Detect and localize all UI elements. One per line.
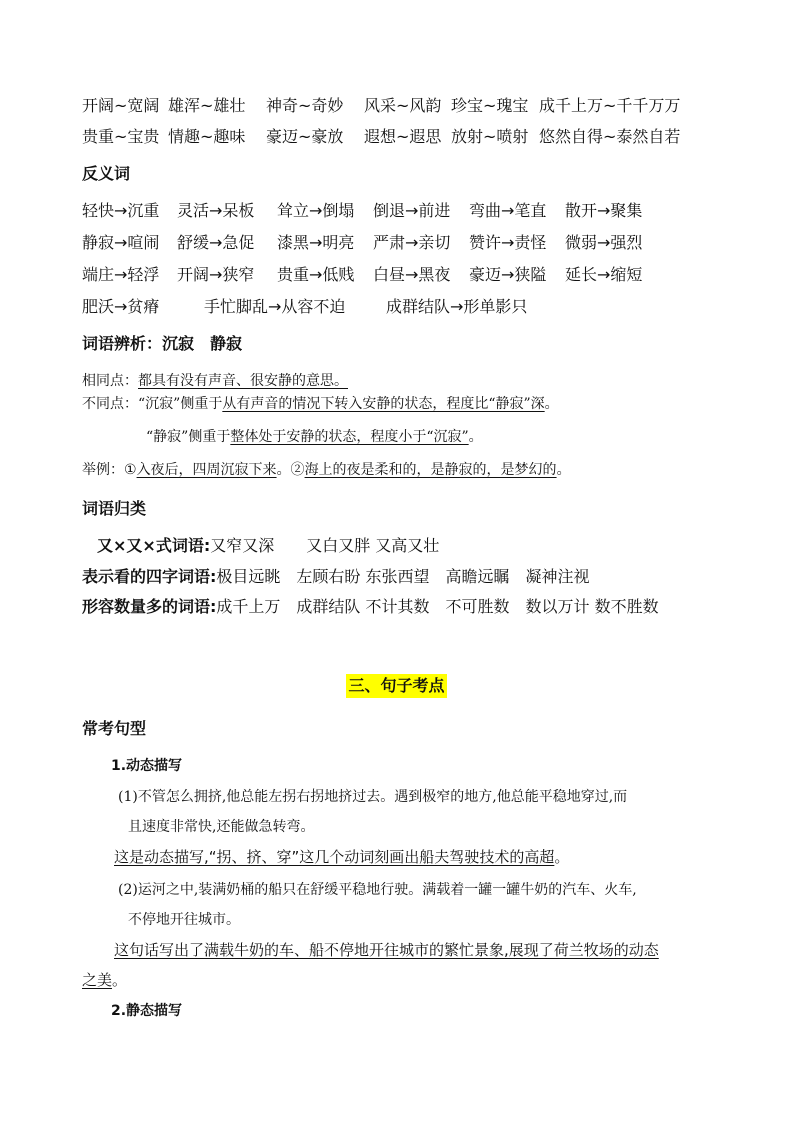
note-underlined: 之美 [82,971,113,989]
example-2: 海上的夜是柔和的，是静寂的，是梦幻的 [304,462,557,478]
classify-row-1 [97,535,439,557]
sentence-2-note-line-2 [82,969,127,991]
analysis-same [82,370,348,392]
sentence-1-line-1: (1)不管怎么拥挤,他总能左拐右拐地挤过去。遇到极窄的地方,他总能平稳地穿过,而 [118,789,628,805]
synonym-row-1 [82,95,680,117]
word-pair: 成群结队→形单影只 [386,297,528,316]
classify-heading: 词语归类 [82,499,147,518]
word-pair: 灵活→呆板 [177,201,255,220]
word-pair: 严肃→亲切 [373,233,451,252]
dynamic-heading: 1.动态描写 [111,758,183,774]
word-pair: 延长→缩短 [565,265,643,284]
diff-a-pre: “沉寂”侧重于 [138,396,223,412]
word-pair: 耸立→倒塌 [277,201,355,220]
word-pair: 手忙脚乱→从容不迫 [204,297,346,316]
word-pair: 放射~喷射 [451,127,529,146]
word-pair: 微弱→强烈 [565,233,643,252]
word-pair: 弯曲→笔直 [469,201,547,220]
word-pair: 散开→聚集 [565,201,643,220]
note-end: 。 [112,971,128,989]
diff-a-post: 。 [544,396,559,412]
classify-label: 表示看的四字词语: [82,567,217,586]
example-1: 入夜后，四周沉寂下来 [136,462,277,478]
analysis-example [82,459,571,481]
word-pair: 开阔~宽阔 [82,96,160,115]
word-pair: 遐想~遐思 [364,127,442,146]
same-text: 都具有没有声音、很安静的意思。 [138,373,348,389]
note-end: 。 [554,848,570,866]
word-pair: 轻快→沉重 [82,201,160,220]
antonyms-heading: 反义词 [82,164,131,183]
antonym-row-1 [82,200,642,222]
word-pair: 白昼→黑夜 [373,265,451,284]
diff-b-underlined: 整体处于安静的状态，程度小于“沉寂” [230,429,469,445]
sentence-2-line-2: 不停地开往城市。 [128,912,240,928]
analysis-diff-b [146,426,483,448]
example-label: 举例： [82,462,124,478]
antonym-row-3 [82,264,642,286]
diff-a-underlined: 从有声音的情况下转入安静的状态，程度比“静寂”深 [222,396,545,412]
word-pair: 悠然自得~泰然自若 [539,127,681,146]
example-mark-1: ① [124,462,137,478]
word-pair: 贵重~宝贵 [82,127,160,146]
antonym-row-4 [82,296,527,318]
diff-b-post: 。 [468,429,483,445]
classify-label: 又×又×式词语: [97,536,211,555]
diff-b-pre: “静寂”侧重于 [146,429,231,445]
word-pair: 倒退→前进 [373,201,451,220]
static-heading: 2.静态描写 [111,1003,183,1019]
word-pair: 开阔→狭窄 [177,265,255,284]
word-pair: 珍宝~瑰宝 [451,96,529,115]
antonym-row-2 [82,232,642,254]
word-pair: 肥沃→贫瘠 [82,297,160,316]
word-pair: 舒缓→急促 [177,233,255,252]
sentence-1-line-2: 且速度非常快,还能做急转弯。 [128,819,315,835]
diff-label: 不同点： [82,396,138,412]
word-pair: 成千上万~千千万万 [539,96,681,115]
word-pair: 雄浑~雄壮 [168,96,246,115]
classify-row-2 [82,566,590,588]
word-pair: 端庄→轻浮 [82,265,160,284]
classify-text: 成千上万 成群结队 不计其数 不可胜数 数以万计 数不胜数 [216,597,659,616]
sentence-2-line-1: (2)运河之中,装满奶桶的船只在舒缓平稳地行驶。满载着一罐一罐牛奶的汽车、火车, [118,882,637,898]
word-pair: 风采~风韵 [364,96,442,115]
word-pair: 贵重→低贱 [277,265,355,284]
word-pair: 赞许→责怪 [469,233,547,252]
same-label: 相同点： [82,373,138,389]
section-banner: 三、句子考点 [346,674,447,698]
word-pair: 漆黑→明亮 [277,233,355,252]
sentence-types-heading: 常考句型 [82,719,147,738]
sentence-1-note [114,846,569,868]
classify-text: 又窄又深 又白又胖 又高又壮 [210,536,440,555]
example-mid: 。② [276,462,305,478]
synonym-row-2 [82,126,680,148]
classify-row-3 [82,596,659,618]
word-pair: 神奇~奇妙 [266,96,344,115]
word-pair: 情趣~趣味 [168,127,246,146]
example-end: 。 [556,462,571,478]
analysis-diff-a [82,393,559,415]
sentence-2-note-line-1: 这句话写出了满载牛奶的车、船不停地开往城市的繁忙景象,展现了荷兰牧场的动态 [114,941,659,959]
note-underlined: 这是动态描写,“拐、挤、穿”这几个动词刻画出船夫驾驶技术的高超 [114,848,555,866]
word-pair: 豪迈~豪放 [266,127,344,146]
classify-text: 极目远眺 左顾右盼 东张西望 高瞻远瞩 凝神注视 [216,567,590,586]
classify-label: 形容数量多的词语: [82,597,217,616]
word-pair: 豪迈→狭隘 [469,265,547,284]
word-pair: 静寂→喧闹 [82,233,160,252]
analysis-heading: 词语辨析：沉寂 静寂 [82,334,243,353]
